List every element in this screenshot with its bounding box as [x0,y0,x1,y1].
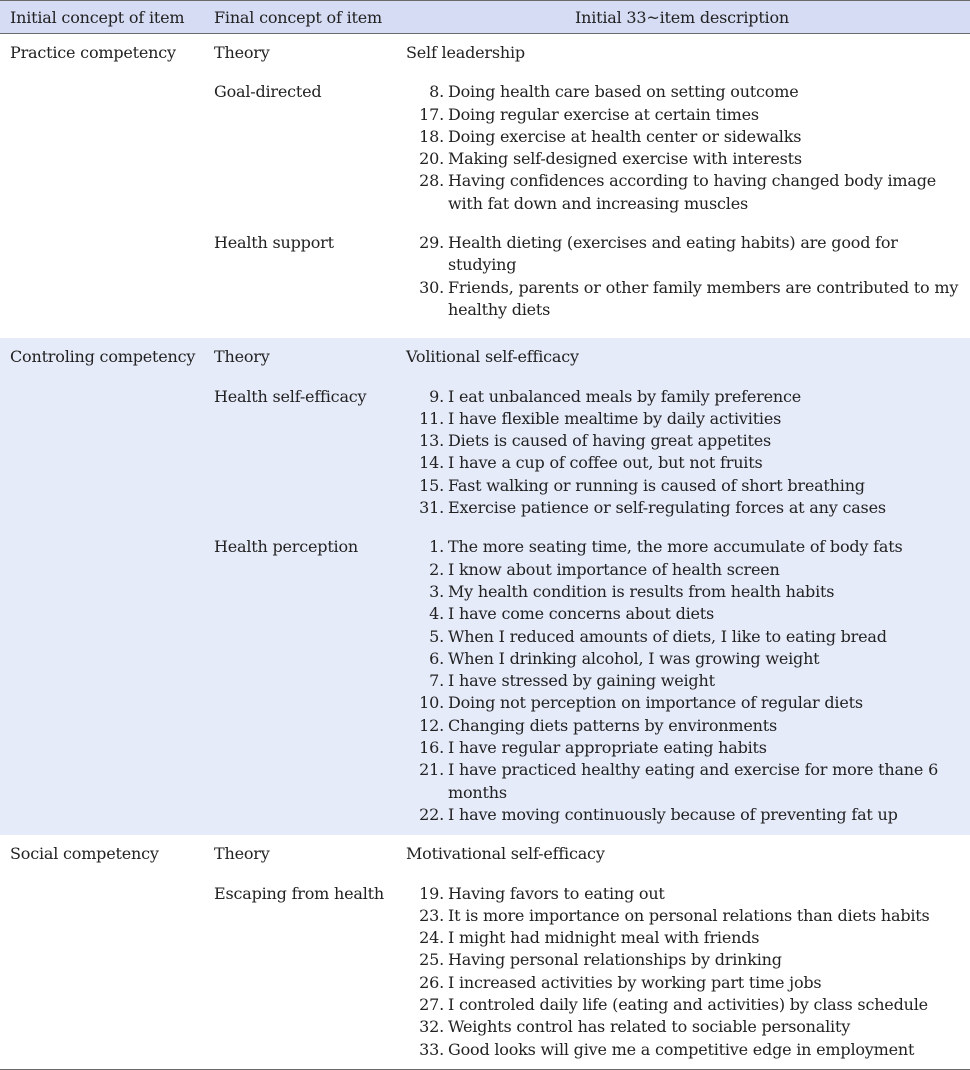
list-item [405,148,962,170]
list-item [405,386,962,408]
table-row [0,883,970,1061]
list-item [405,232,962,277]
initial-concept-cell [0,81,214,215]
item-text: It is more importance on personal relations than diets habits [448,905,930,925]
concept-group [0,835,970,1070]
item-text: I have a cup of coffee out, but not fruits [448,453,763,473]
item-number: 12. [419,715,444,735]
list-item [405,81,962,103]
final-concept-label: Theory [214,347,270,367]
final-concept-label: Theory [214,844,270,864]
item-number: 5. [429,626,444,646]
item-number: 32. [419,1017,444,1037]
final-concept-cell [214,42,405,64]
initial-concept-cell [0,386,214,520]
item-number: 25. [419,950,444,970]
final-concept-cell [214,536,405,826]
table-row [0,536,970,826]
final-concept-cell [214,346,405,368]
item-number: 18. [419,126,444,146]
description-cell [405,232,970,321]
table-row [0,81,970,215]
list-item [405,277,962,322]
item-number: 7. [429,671,444,691]
list-item [405,949,962,971]
description-cell [405,346,970,368]
item-text: Making self-designed exercise with interests [448,149,802,169]
item-number: 14. [419,453,444,473]
item-text: I increased activities by working part time jobs [448,972,822,992]
list-item [405,475,962,497]
list-item [405,972,962,994]
final-concept-cell [214,232,405,321]
description-cell [405,843,970,865]
initial-concept-label: Controling competency [10,347,196,367]
description-cell [405,883,970,1061]
item-text: Exercise patience or self-regulating forces at any cases [448,498,886,518]
table-row [0,232,970,321]
item-number: 4. [429,604,444,624]
list-item [405,126,962,148]
list-item [405,603,962,625]
list-item [405,559,962,581]
item-text: Fast walking or running is caused of short breathing [448,475,865,495]
initial-concept-label: Social competency [10,844,159,864]
item-number: 20. [419,149,444,169]
initial-concept-cell [0,346,214,368]
initial-concept-cell [0,232,214,321]
item-text: Diets is caused of having great appetites [448,431,772,451]
item-number: 21. [419,760,444,780]
list-item [405,927,962,949]
theory-description: Volitional self-efficacy [406,347,579,367]
item-text: Doing not perception on importance of regular diets [448,693,863,713]
list-item [405,905,962,927]
item-number: 29. [419,233,444,253]
table-row [0,386,970,520]
final-concept-label: Goal-directed [214,82,322,102]
list-item [405,737,962,759]
table-body [0,34,970,1070]
item-text: The more seating time, the more accumulate of body fats [448,537,903,557]
header-initial-concept: Initial concept of item [10,8,185,27]
list-item [405,104,962,126]
list-item [405,692,962,714]
list-item [405,452,962,474]
initial-concept-cell [0,536,214,826]
table-row [0,843,970,865]
concept-group [0,338,970,835]
list-item [405,408,962,430]
item-number: 8. [429,82,444,102]
item-number: 1. [429,537,444,557]
item-text: I have flexible mealtime by daily activities [448,408,782,428]
item-text: When I drinking alcohol, I was growing weight [448,648,820,668]
list-item [405,648,962,670]
item-number: 3. [429,581,444,601]
item-number: 11. [419,408,444,428]
header-final-concept: Final concept of item [214,8,382,27]
final-concept-label: Health perception [214,537,359,557]
item-text: Doing exercise at health center or sidewalks [448,126,802,146]
item-text: My health condition is results from health habits [448,581,835,601]
list-item [405,170,962,215]
description-cell [405,42,970,64]
final-concept-label: Theory [214,43,270,62]
list-item [405,1016,962,1038]
item-text: Weights control has related to sociable personality [448,1017,851,1037]
initial-concept-label: Practice competency [10,43,176,62]
initial-concept-cell [0,42,214,64]
item-number: 31. [419,498,444,518]
item-text: When I reduced amounts of diets, I like to eating bread [448,626,887,646]
item-text: I have practiced healthy eating and exercise for more thane 6 months [448,760,939,802]
table-row [0,42,970,64]
final-concept-cell [214,883,405,1061]
list-item [405,497,962,519]
final-concept-cell [214,81,405,215]
item-text: Having favors to eating out [448,883,665,903]
final-concept-label: Escaping from health [214,883,385,903]
description-cell [405,536,970,826]
list-item [405,536,962,558]
list-item [405,804,962,826]
table-row [0,346,970,368]
item-text: I have stressed by gaining weight [448,671,715,691]
item-text: Friends, parents or other family members are contributed to my healthy diets [448,277,959,319]
item-number: 10. [419,693,444,713]
item-text: I know about importance of health screen [448,559,780,579]
item-text: Doing regular exercise at certain times [448,104,759,124]
item-text: I have come concerns about diets [448,604,715,624]
table-header [0,0,970,34]
final-concept-label: Health self-efficacy [214,386,367,406]
item-text: Having confidences according to having changed body image with fat down and increasing muscles [448,171,937,213]
concept-group [0,34,970,338]
item-number: 22. [419,804,444,824]
initial-concept-cell [0,883,214,1061]
item-text: I might had midnight meal with friends [448,928,760,948]
list-item [405,994,962,1016]
final-concept-cell [214,843,405,865]
item-number: 27. [419,994,444,1014]
list-item [405,626,962,648]
item-text: I have moving continuously because of preventing fat up [448,804,898,824]
item-number: 13. [419,431,444,451]
item-text: Health dieting (exercises and eating habits) are good for studying [448,233,898,275]
description-cell [405,386,970,520]
item-number: 15. [419,475,444,495]
list-item [405,430,962,452]
item-number: 2. [429,559,444,579]
item-number: 33. [419,1039,444,1059]
item-text: I have regular appropriate eating habits [448,738,767,758]
final-concept-label: Health support [214,233,334,253]
item-number: 17. [419,104,444,124]
item-text: Changing diets patterns by environments [448,715,777,735]
item-text: Doing health care based on setting outcome [448,82,799,102]
item-number: 9. [429,386,444,406]
list-item [405,759,962,804]
item-number: 24. [419,928,444,948]
theory-description: Motivational self-efficacy [406,844,605,864]
item-number: 16. [419,738,444,758]
item-number: 6. [429,648,444,668]
list-item [405,581,962,603]
item-text: Good looks will give me a competitive edge in employment [448,1039,915,1059]
item-number: 28. [419,171,444,191]
item-number: 23. [419,905,444,925]
item-text: I controled daily life (eating and activities) by class schedule [448,994,928,1014]
list-item [405,1039,962,1061]
list-item [405,715,962,737]
description-cell [405,81,970,215]
item-number: 26. [419,972,444,992]
list-item [405,670,962,692]
list-item [405,883,962,905]
initial-concept-cell [0,843,214,865]
item-text: I eat unbalanced meals by family preference [448,386,801,406]
item-number: 19. [419,883,444,903]
item-number: 30. [419,277,444,297]
final-concept-cell [214,386,405,520]
item-text: Having personal relationships by drinking [448,950,782,970]
theory-description: Self leadership [406,43,525,62]
header-item-description: Initial 33~item description [574,8,790,27]
